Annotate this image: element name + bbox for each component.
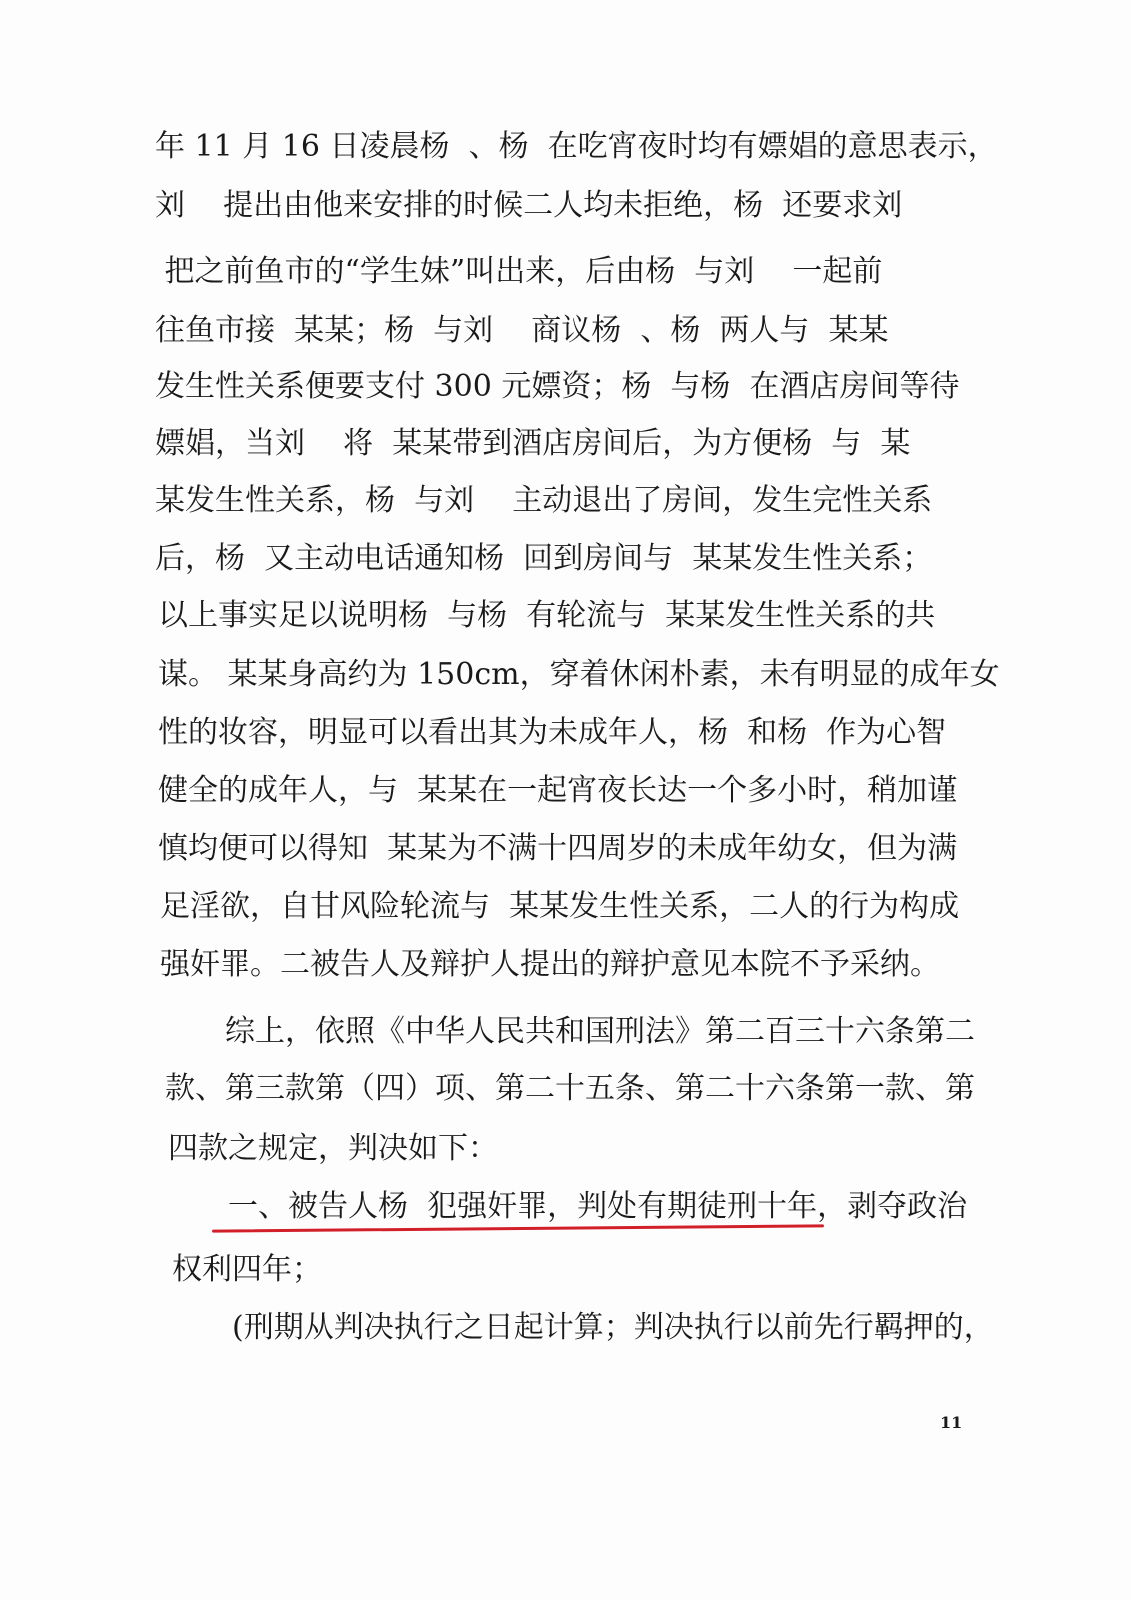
text-line: 嫖娼，当刘 将 某某带到酒店房间后，为方便杨 与 某: [155, 426, 911, 461]
text-line: (刑期从判决执行之日起计算；判决执行以前先行羁押的，: [232, 1310, 994, 1345]
text-line: 综上，依照《中华人民共和国刑法》第二百三十六条第二: [225, 1014, 975, 1049]
page-number: 11: [940, 1413, 963, 1432]
text-line: 慎均便可以得知 某某为不满十四周岁的未成年幼女，但为满: [158, 831, 958, 866]
text-line: 权利四年；: [172, 1252, 322, 1287]
text-line: 刘 提出由他来安排的时候二人均未拒绝，杨 还要求刘: [155, 188, 903, 223]
text-line: 四款之规定，判决如下：: [168, 1131, 498, 1166]
text-line: 把之前鱼市的“学生妹”叫出来，后由杨 与刘 一起前: [155, 254, 883, 289]
text-line: 某发生性关系，杨 与刘 主动退出了房间，发生完性关系: [155, 483, 933, 518]
text-line: 以上事实足以说明杨 与杨 有轮流与 某某发生性关系的共: [158, 598, 936, 633]
verdict-line: 一、被告人杨 犯强奸罪，判处有期徒刑十年，剥夺政治: [228, 1189, 968, 1224]
text-line: 发生性关系便要支付 300 元嫖资；杨 与杨 在酒店房间等待: [155, 369, 960, 404]
text-line: 款、第三款第（四）项、第二十五条、第二十六条第一款、第: [165, 1071, 975, 1106]
text-line: 性的妆容，明显可以看出其为未成年人，杨 和杨 作为心智: [158, 715, 947, 750]
text-line: 健全的成年人，与 某某在一起宵夜长达一个多小时，稍加谨: [158, 773, 958, 808]
text-line: 往鱼市接 某某；杨 与刘 商议杨 、杨 两人与 某某: [155, 313, 889, 348]
text-line: 足淫欲，自甘风险轮流与 某某发生性关系，二人的行为构成: [160, 889, 960, 924]
text-line: 年 11 月 16 日凌晨杨 、杨 在吃宵夜时均有嫖娼的意思表示，: [155, 129, 998, 164]
text-line: 后，杨 又主动电话通知杨 回到房间与 某某发生性关系；: [155, 541, 933, 576]
text-line: 谋。 某某身高约为 150cm，穿着休闲朴素，未有明显的成年女: [158, 657, 1000, 692]
text-line: 强奸罪。二被告人及辩护人提出的辩护意见本院不予采纳。: [160, 947, 940, 982]
